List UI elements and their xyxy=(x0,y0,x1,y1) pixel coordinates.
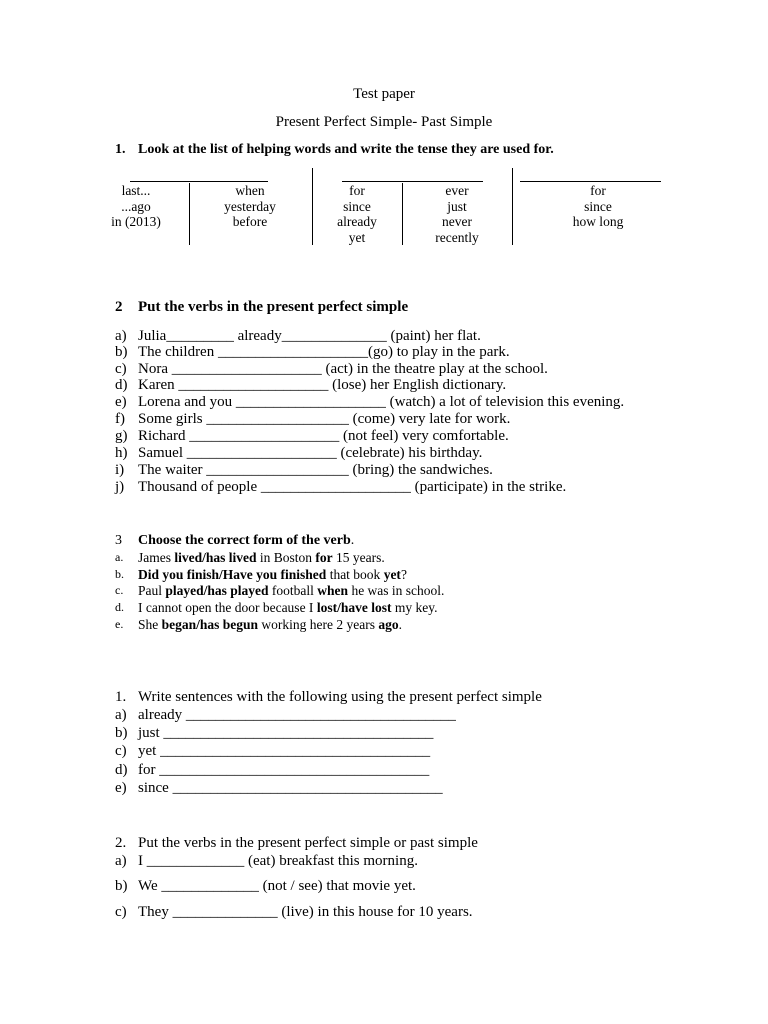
section-4-instruction: Write sentences with the following using the present perfect simple xyxy=(138,689,542,705)
word-column-1 xyxy=(86,183,186,230)
item-text: Some girls ___________________ (come) very late for work. xyxy=(138,411,511,427)
word: yet xyxy=(348,230,366,246)
item-label: c. xyxy=(115,583,124,597)
item-text: We _____________ (not / see) that movie yet. xyxy=(138,878,416,894)
item-label: e) xyxy=(115,780,127,796)
item-text: Julia_________ already______________ (paint) her flat. xyxy=(138,328,481,344)
item-text: yet ____________________________________ xyxy=(138,743,431,759)
item-text: I cannot open the door because I lost/have lost my key. xyxy=(138,600,438,615)
section-1-number: 1. xyxy=(115,142,126,157)
word: since xyxy=(343,198,371,214)
section-3-period: . xyxy=(350,533,355,548)
item-text: The waiter ___________________ (bring) the sandwiches. xyxy=(138,462,493,478)
item-label: b) xyxy=(115,878,128,894)
word: in (2013) xyxy=(111,214,161,230)
item-text: for ____________________________________ xyxy=(138,762,430,778)
item-text: Samuel ____________________ (celebrate) his birthday. xyxy=(138,445,483,461)
item-text: already ____________________________________ xyxy=(138,707,456,723)
section-2-number: 2 xyxy=(115,299,123,315)
item-text: She began/has begun working here 2 years ago. xyxy=(138,617,403,632)
answer-line-1 xyxy=(130,181,268,182)
item-label: c) xyxy=(115,743,127,759)
table-divider-1 xyxy=(189,183,190,245)
item-text: I _____________ (eat) breakfast this morning. xyxy=(138,853,418,869)
item-label: d) xyxy=(115,762,128,778)
word: before xyxy=(232,214,268,230)
item-text: just ____________________________________ xyxy=(138,725,434,741)
item-text: Karen ____________________ (lose) her English dictionary. xyxy=(138,377,507,393)
item-label: a. xyxy=(115,550,124,564)
section-2-instruction: Put the verbs in the present perfect simple xyxy=(138,299,409,315)
word: for xyxy=(590,183,606,198)
item-text: James lived/has lived in Boston for 15 years. xyxy=(138,550,385,565)
item-text: Nora ____________________ (act) in the theatre play at the school. xyxy=(138,361,548,377)
word: when xyxy=(235,183,265,198)
section-4-number: 1. xyxy=(115,689,127,705)
item-label: a) xyxy=(115,328,127,344)
word: never xyxy=(442,214,472,230)
section-3-instruction-wrap xyxy=(138,533,354,549)
answer-line-2 xyxy=(342,181,483,182)
word: last... xyxy=(121,183,151,198)
item-text: The children ____________________(go) to play in the park. xyxy=(138,344,510,360)
word: just xyxy=(447,198,467,214)
word: recently xyxy=(435,230,479,246)
word: for xyxy=(349,183,365,198)
page-subtitle: Present Perfect Simple- Past Simple xyxy=(275,114,493,130)
word-column-4 xyxy=(407,183,507,246)
item-label: e. xyxy=(115,617,124,631)
section-3-instruction: Choose the correct form of the verb xyxy=(138,533,351,548)
item-text: Lorena and you ____________________ (watch) a lot of television this evening. xyxy=(138,394,625,410)
section-1-instruction: Look at the list of helping words and write the tense they are used for. xyxy=(138,142,554,157)
word: already xyxy=(337,214,377,230)
item-label: i) xyxy=(115,462,125,478)
item-text: Thousand of people ____________________ (participate) in the strike. xyxy=(138,479,567,495)
page-title: Test paper xyxy=(353,86,415,102)
item-label: b) xyxy=(115,344,128,360)
word: ever xyxy=(445,183,469,198)
item-label: j) xyxy=(115,479,125,495)
item-label: c) xyxy=(115,904,127,920)
section-5-instruction: Put the verbs in the present perfect simple or past simple xyxy=(138,835,478,851)
item-text: Paul played/has played football when he was in school. xyxy=(138,583,445,598)
word: ...ago xyxy=(121,198,151,214)
word: how long xyxy=(572,214,624,230)
item-label: f) xyxy=(115,411,125,427)
item-text: They ______________ (live) in this house for 10 years. xyxy=(138,904,473,920)
item-label: a) xyxy=(115,707,127,723)
word-column-2 xyxy=(200,183,300,230)
word: since xyxy=(584,198,612,214)
item-label: a) xyxy=(115,853,127,869)
item-label: h) xyxy=(115,445,128,461)
word-column-5 xyxy=(548,183,648,230)
table-divider-4 xyxy=(512,168,513,245)
section-3-number: 3 xyxy=(115,533,122,548)
item-text: Richard ____________________ (not feel) very comfortable. xyxy=(138,428,509,444)
item-text: since ____________________________________ xyxy=(138,780,443,796)
item-label: d) xyxy=(115,377,128,393)
item-label: b) xyxy=(115,725,128,741)
item-text: Did you finish/Have you finished that book yet? xyxy=(138,567,407,582)
word: yesterday xyxy=(224,198,276,214)
item-label: b. xyxy=(115,567,124,581)
word-column-3 xyxy=(307,183,407,246)
section-5-number: 2. xyxy=(115,835,127,851)
item-label: e) xyxy=(115,394,127,410)
item-label: d. xyxy=(115,600,124,614)
item-label: g) xyxy=(115,428,128,444)
item-label: c) xyxy=(115,361,127,377)
answer-line-3 xyxy=(520,181,661,182)
